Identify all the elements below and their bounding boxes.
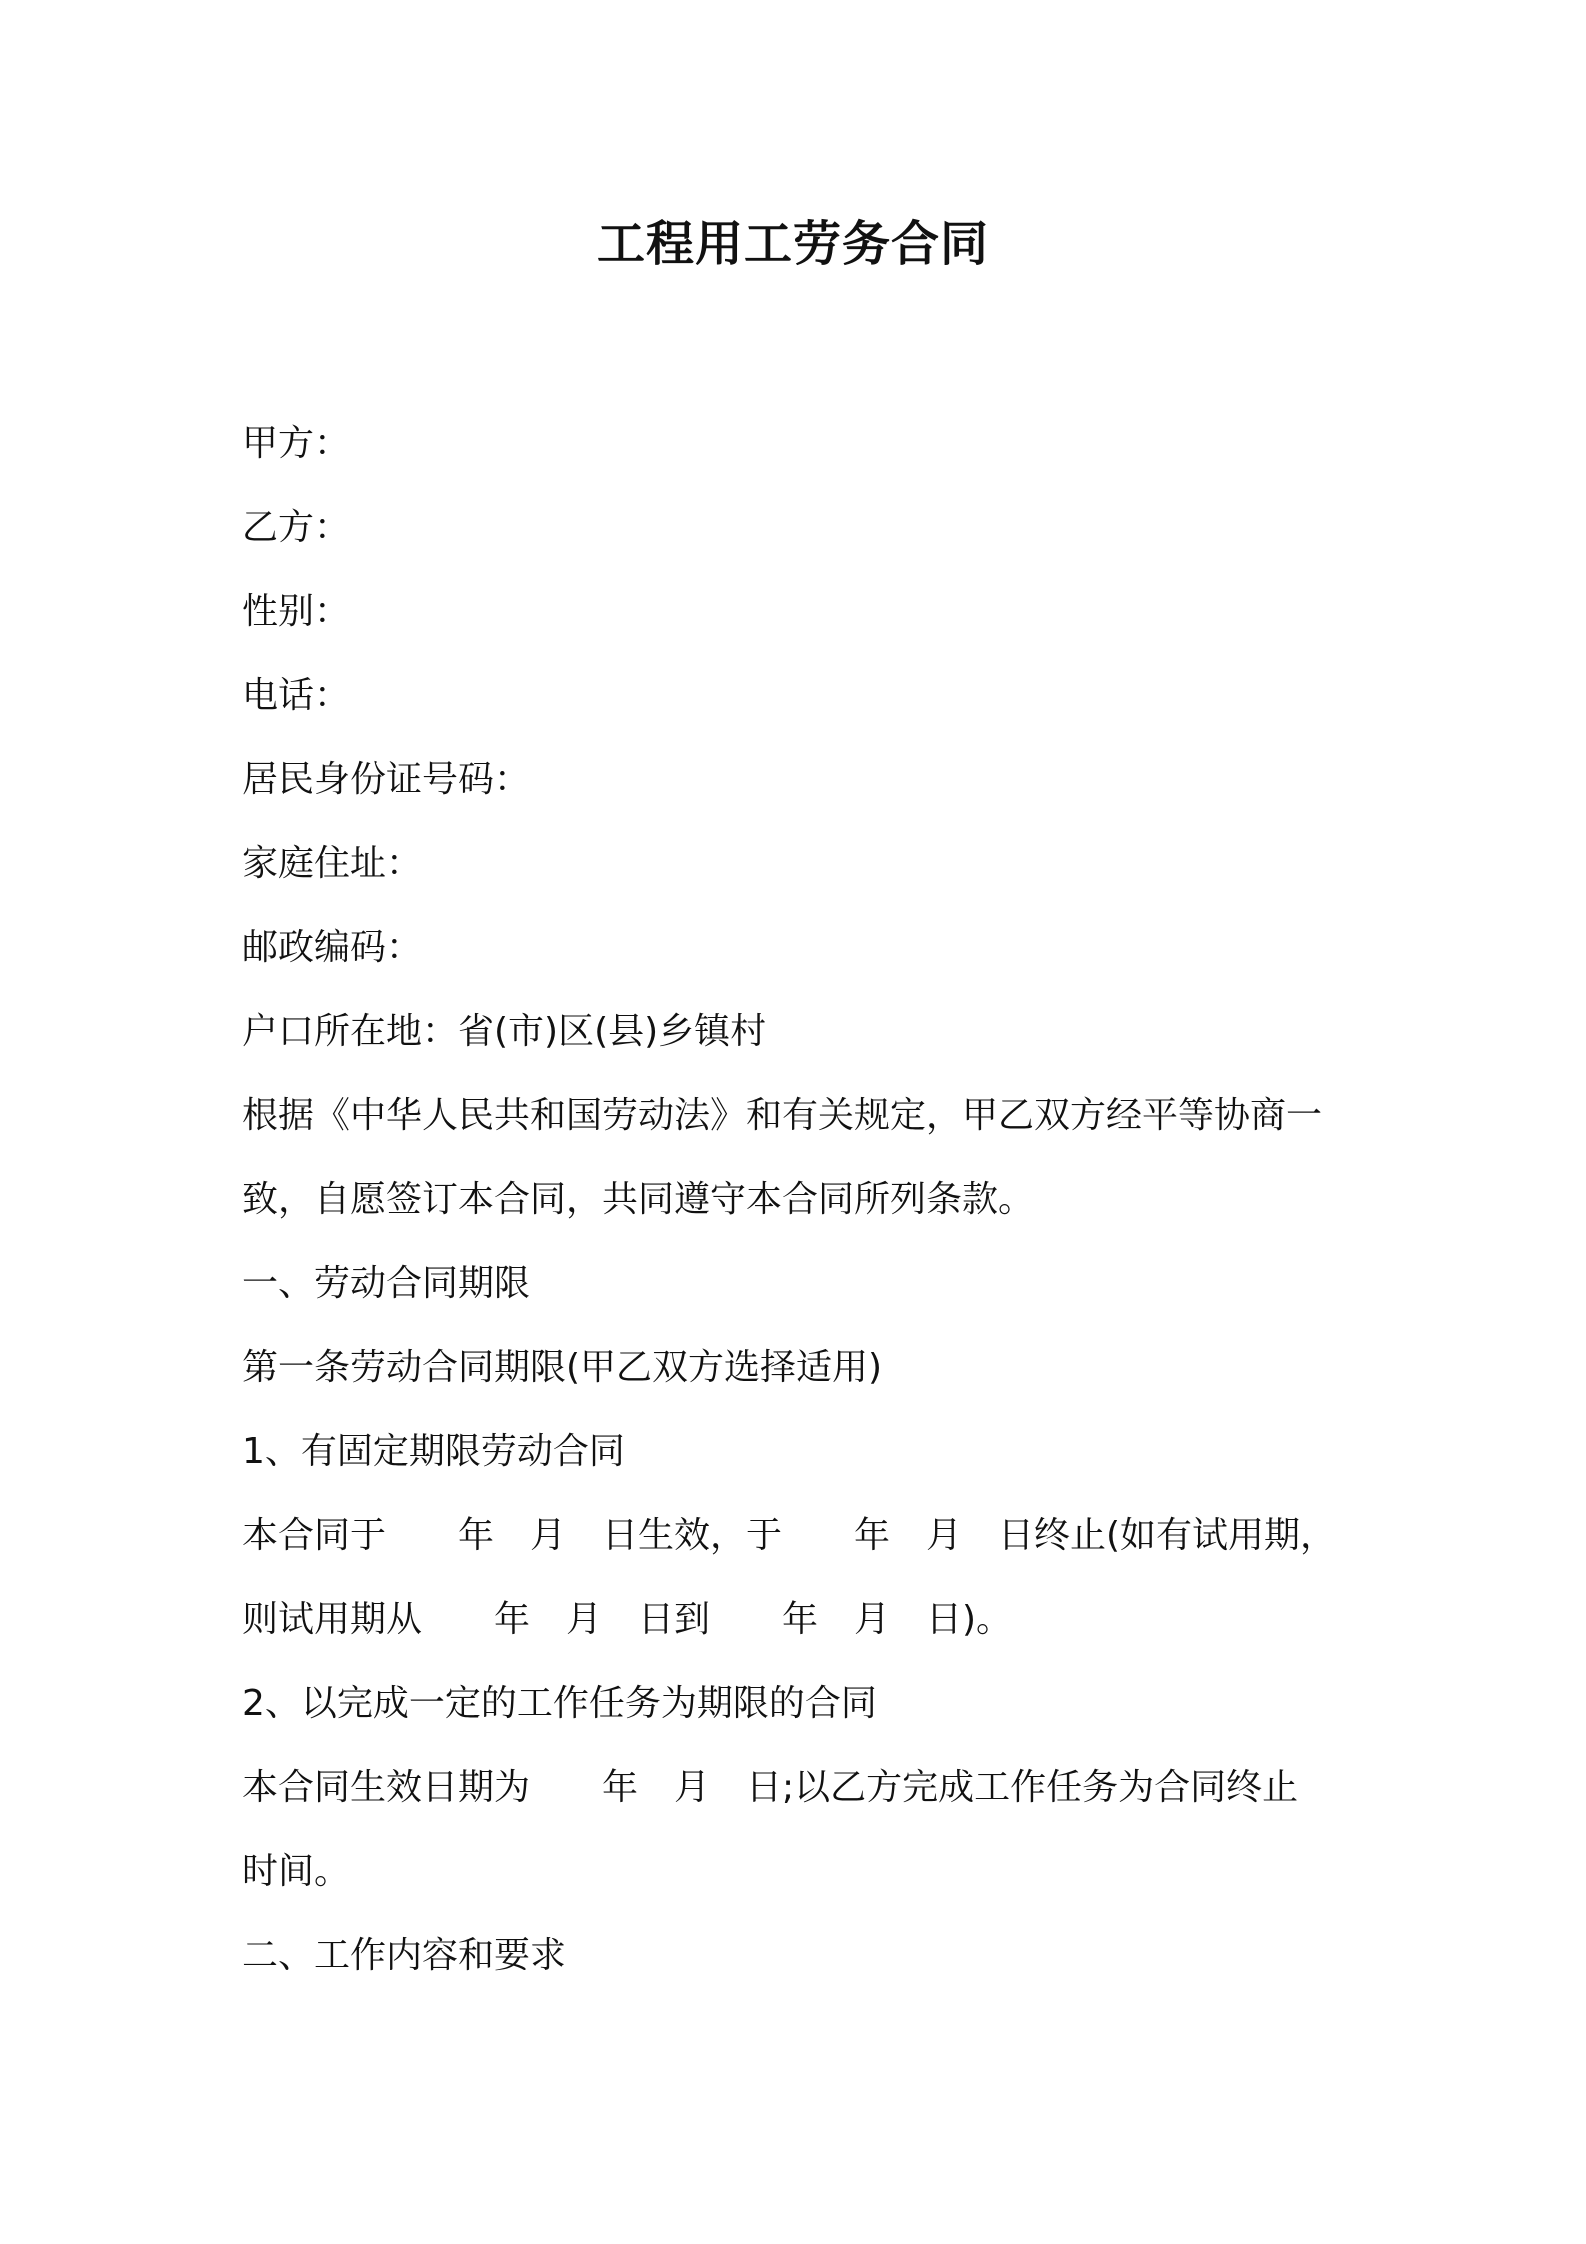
section-2-heading: 二、工作内容和要求: [242, 1935, 567, 1976]
home-address-line: 家庭住址：: [242, 843, 423, 884]
clause-2-line-1: 本合同生效日期为 年 月 日;以乙方完成工作任务为合同终止: [242, 1767, 1299, 1808]
clause-2-heading: 2、以完成一定的工作任务为期限的合同: [242, 1683, 877, 1724]
clause-2-line-2: 时间。: [242, 1851, 351, 1892]
preamble-line-2: 致，自愿签订本合同，共同遵守本合同所列条款。: [242, 1179, 1035, 1220]
preamble-line-1: 根据《中华人民共和国劳动法》和有关规定，甲乙双方经平等协商一: [242, 1095, 1323, 1136]
article-1-heading: 第一条劳动合同期限(甲乙双方选择适用): [242, 1347, 883, 1388]
clause-1-heading: 1、有固定期限劳动合同: [242, 1431, 625, 1472]
household-registration-line: 户口所在地：省(市)区(县)乡镇村: [242, 1011, 767, 1052]
gender-line: 性别：: [242, 591, 351, 632]
party-b-line: 乙方：: [242, 507, 351, 548]
party-a-line: 甲方：: [242, 423, 351, 464]
clause-1-line-2: 则试用期从 年 月 日到 年 月 日)。: [242, 1599, 1013, 1640]
phone-line: 电话：: [242, 675, 351, 716]
clause-1-line-1: 本合同于 年 月 日生效，于 年 月 日终止(如有试用期，: [242, 1515, 1337, 1556]
document-title: 工程用工劳务合同: [596, 216, 989, 272]
postal-code-line: 邮政编码：: [242, 927, 423, 968]
section-1-heading: 一、劳动合同期限: [242, 1263, 531, 1304]
document-body: [242, 402, 1352, 1998]
id-number-line: 居民身份证号码：: [242, 759, 531, 800]
